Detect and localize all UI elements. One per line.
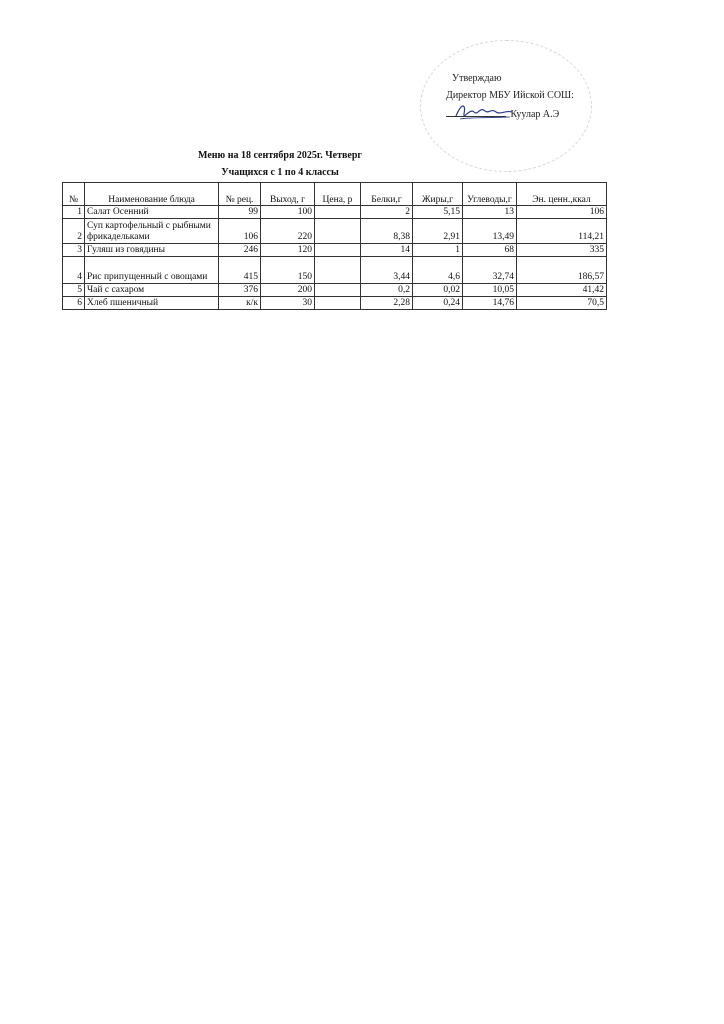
table-cell: 5,15 <box>413 206 463 219</box>
table-row <box>63 297 607 310</box>
table-cell: 0,24 <box>413 297 463 310</box>
table-cell: 5 <box>63 284 85 297</box>
table-cell: 335 <box>517 244 607 257</box>
table-cell <box>315 284 361 297</box>
table-cell: 8,38 <box>361 219 413 244</box>
table-cell: 4,6 <box>413 257 463 284</box>
table-cell: 415 <box>219 257 261 284</box>
table-cell: 2,91 <box>413 219 463 244</box>
table-cell <box>315 257 361 284</box>
signature-icon <box>452 100 514 124</box>
table-cell: 13 <box>463 206 517 219</box>
table-cell: 106 <box>517 206 607 219</box>
table-cell: Гуляш из говядины <box>85 244 219 257</box>
table-cell: 220 <box>261 219 315 244</box>
table-cell: 70,5 <box>517 297 607 310</box>
table-cell: Чай с сахаром <box>85 284 219 297</box>
table-cell: Салат Осенний <box>85 206 219 219</box>
table-cell: 0,02 <box>413 284 463 297</box>
table-cell: 32,74 <box>463 257 517 284</box>
table-cell: 114,21 <box>517 219 607 244</box>
signature-line <box>446 106 616 123</box>
table-row <box>63 219 607 244</box>
approver-name: Куулар А.Э <box>510 109 560 120</box>
table-cell: к/к <box>219 297 261 310</box>
table-cell: 2 <box>63 219 85 244</box>
table-cell: 4 <box>63 257 85 284</box>
table-cell: 14,76 <box>463 297 517 310</box>
table-row <box>63 257 607 284</box>
header-cell: Цена, р <box>315 183 361 206</box>
table-cell: 68 <box>463 244 517 257</box>
table-cell: Хлеб пшеничный <box>85 297 219 310</box>
header-cell: Эн. ценн.,ккал <box>517 183 607 206</box>
table-cell: 2 <box>361 206 413 219</box>
table-cell: 14 <box>361 244 413 257</box>
table-cell: 3 <box>63 244 85 257</box>
table-cell: 186,57 <box>517 257 607 284</box>
table-cell: 376 <box>219 284 261 297</box>
table-cell: 0,2 <box>361 284 413 297</box>
header-cell: Выход, г <box>261 183 315 206</box>
table-cell <box>315 219 361 244</box>
menu-table <box>62 182 607 310</box>
table-cell: 99 <box>219 206 261 219</box>
table-row <box>63 206 607 219</box>
header-cell: Наименование блюда <box>85 183 219 206</box>
table-cell <box>315 244 361 257</box>
header-cell: № рец. <box>219 183 261 206</box>
table-cell: 200 <box>261 284 315 297</box>
page-title: Меню на 18 сентября 2025г. Четверг <box>198 150 362 161</box>
table-cell: 30 <box>261 297 315 310</box>
header-cell: № <box>63 183 85 206</box>
table-cell: 3,44 <box>361 257 413 284</box>
table-cell <box>315 297 361 310</box>
table-cell: 10,05 <box>463 284 517 297</box>
table-cell: 1 <box>413 244 463 257</box>
table-cell: Рис припущенный с овощами <box>85 257 219 284</box>
approval-block <box>446 70 616 123</box>
table-cell: 100 <box>261 206 315 219</box>
table-cell: 120 <box>261 244 315 257</box>
table-row <box>63 244 607 257</box>
approval-position: Директор МБУ Ийской СОШ: <box>446 90 574 101</box>
table-cell: 106 <box>219 219 261 244</box>
page-subtitle: Учащихся с 1 по 4 классы <box>221 167 339 178</box>
table-cell: Суп картофельный с рыбными фрикадельками <box>85 219 219 244</box>
table-cell: 13,49 <box>463 219 517 244</box>
table-cell: 1 <box>63 206 85 219</box>
table-cell <box>315 206 361 219</box>
header-cell: Жиры,г <box>413 183 463 206</box>
table-header-row <box>63 183 607 206</box>
table-cell: 150 <box>261 257 315 284</box>
table-cell: 2,28 <box>361 297 413 310</box>
table-cell: 246 <box>219 244 261 257</box>
approval-heading: Утверждаю <box>452 73 502 84</box>
header-cell: Углеводы,г <box>463 183 517 206</box>
table-cell: 6 <box>63 297 85 310</box>
table-cell: 41,42 <box>517 284 607 297</box>
table-row <box>63 284 607 297</box>
header-cell: Белки,г <box>361 183 413 206</box>
